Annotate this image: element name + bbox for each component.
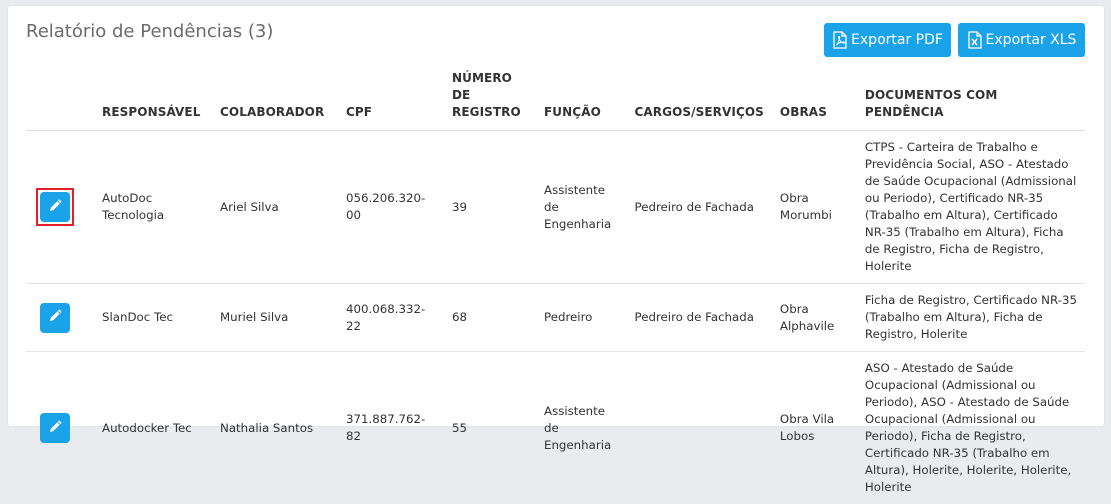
cell-numero: 39 bbox=[444, 131, 536, 284]
header-numero-line3: REGISTRO bbox=[452, 105, 521, 119]
header-documentos: DOCUMENTOS COM PENDÊNCIA bbox=[857, 70, 1085, 131]
cell-cargos: Pedreiro de Fachada bbox=[627, 131, 772, 284]
cell-documentos: CTPS - Carteira de Trabalho e Previdência Social, ASO - Atestado de Saúde Ocupacional (Admissional ou Periodo), Certificado NR-35 (Trabalho em Altura), Certificado NR-35 (Trabalho em Altura), Ficha de Registro, Ficha de Registro, Holerite bbox=[857, 131, 1085, 284]
cell-responsavel: Autodocker Tec bbox=[94, 352, 212, 504]
header-numero-line2: DE bbox=[452, 88, 470, 102]
cell-responsavel: AutoDoc Tecnologia bbox=[94, 131, 212, 284]
cell-documentos: ASO - Atestado de Saúde Ocupacional (Admissional ou Periodo), ASO - Atestado de Saúde Ocupacional (Admissional ou Periodo), Ficha de Registro, Certificado NR-35 (Trabalho em Altura), Holerite, Holerite, Holerite, Holerite bbox=[857, 352, 1085, 504]
header-colaborador: COLABORADOR bbox=[212, 70, 338, 131]
export-xls-label: Exportar XLS bbox=[986, 32, 1077, 48]
table-header-row bbox=[26, 70, 1085, 131]
edit-button[interactable] bbox=[40, 192, 70, 222]
header-numero-registro bbox=[444, 70, 536, 131]
edit-button-wrap bbox=[36, 299, 74, 337]
cell-obras: Obra Morumbi bbox=[772, 131, 857, 284]
cell-colaborador: Muriel Silva bbox=[212, 284, 338, 352]
table-row bbox=[26, 352, 1085, 504]
cell-responsavel: SlanDoc Tec bbox=[94, 284, 212, 352]
cell-cpf: 400.068.332-22 bbox=[338, 284, 444, 352]
cell-numero: 55 bbox=[444, 352, 536, 504]
page-title: Relatório de Pendências (3) bbox=[26, 21, 273, 42]
pencil-icon bbox=[48, 309, 62, 326]
pencil-icon bbox=[48, 420, 62, 437]
pencil-icon bbox=[48, 199, 62, 216]
header-numero-line1: NÚMERO bbox=[452, 71, 512, 85]
header-responsavel: RESPONSÁVEL bbox=[94, 70, 212, 131]
xls-file-icon bbox=[967, 31, 983, 49]
row-actions bbox=[26, 131, 94, 284]
edit-button[interactable] bbox=[40, 303, 70, 333]
header-cargos: CARGOS/SERVIÇOS bbox=[627, 70, 772, 131]
cell-cargos: Pedreiro de Fachada bbox=[627, 284, 772, 352]
cell-numero: 68 bbox=[444, 284, 536, 352]
selected-highlight bbox=[36, 188, 74, 226]
cell-obras: Obra Vila Lobos bbox=[772, 352, 857, 504]
edit-button-wrap bbox=[36, 409, 74, 447]
cell-colaborador: Ariel Silva bbox=[212, 131, 338, 284]
cell-cpf: 056.206.320-00 bbox=[338, 131, 444, 284]
edit-button[interactable] bbox=[40, 413, 70, 443]
table-row bbox=[26, 284, 1085, 352]
cell-funcao: Assistente de Engenharia bbox=[536, 352, 627, 504]
export-pdf-button[interactable] bbox=[824, 23, 951, 57]
header-obras: OBRAS bbox=[772, 70, 857, 131]
cell-funcao: Assistente de Engenharia bbox=[536, 131, 627, 284]
cell-cpf: 371.887.762-82 bbox=[338, 352, 444, 504]
header-cpf: CPF bbox=[338, 70, 444, 131]
cell-colaborador: Nathalia Santos bbox=[212, 352, 338, 504]
header-actions bbox=[26, 70, 94, 131]
export-xls-button[interactable] bbox=[958, 23, 1085, 57]
pdf-file-icon bbox=[832, 31, 848, 49]
export-pdf-label: Exportar PDF bbox=[851, 32, 943, 48]
row-actions bbox=[26, 284, 94, 352]
header-funcao: FUNÇÃO bbox=[536, 70, 627, 131]
row-actions bbox=[26, 352, 94, 504]
table-row bbox=[26, 131, 1085, 284]
cell-obras: Obra Alphavile bbox=[772, 284, 857, 352]
pendencias-table bbox=[26, 70, 1085, 504]
cell-cargos bbox=[627, 352, 772, 504]
report-card bbox=[8, 6, 1104, 426]
cell-funcao: Pedreiro bbox=[536, 284, 627, 352]
cell-documentos: Ficha de Registro, Certificado NR-35 (Trabalho em Altura), Ficha de Registro, Holerite bbox=[857, 284, 1085, 352]
